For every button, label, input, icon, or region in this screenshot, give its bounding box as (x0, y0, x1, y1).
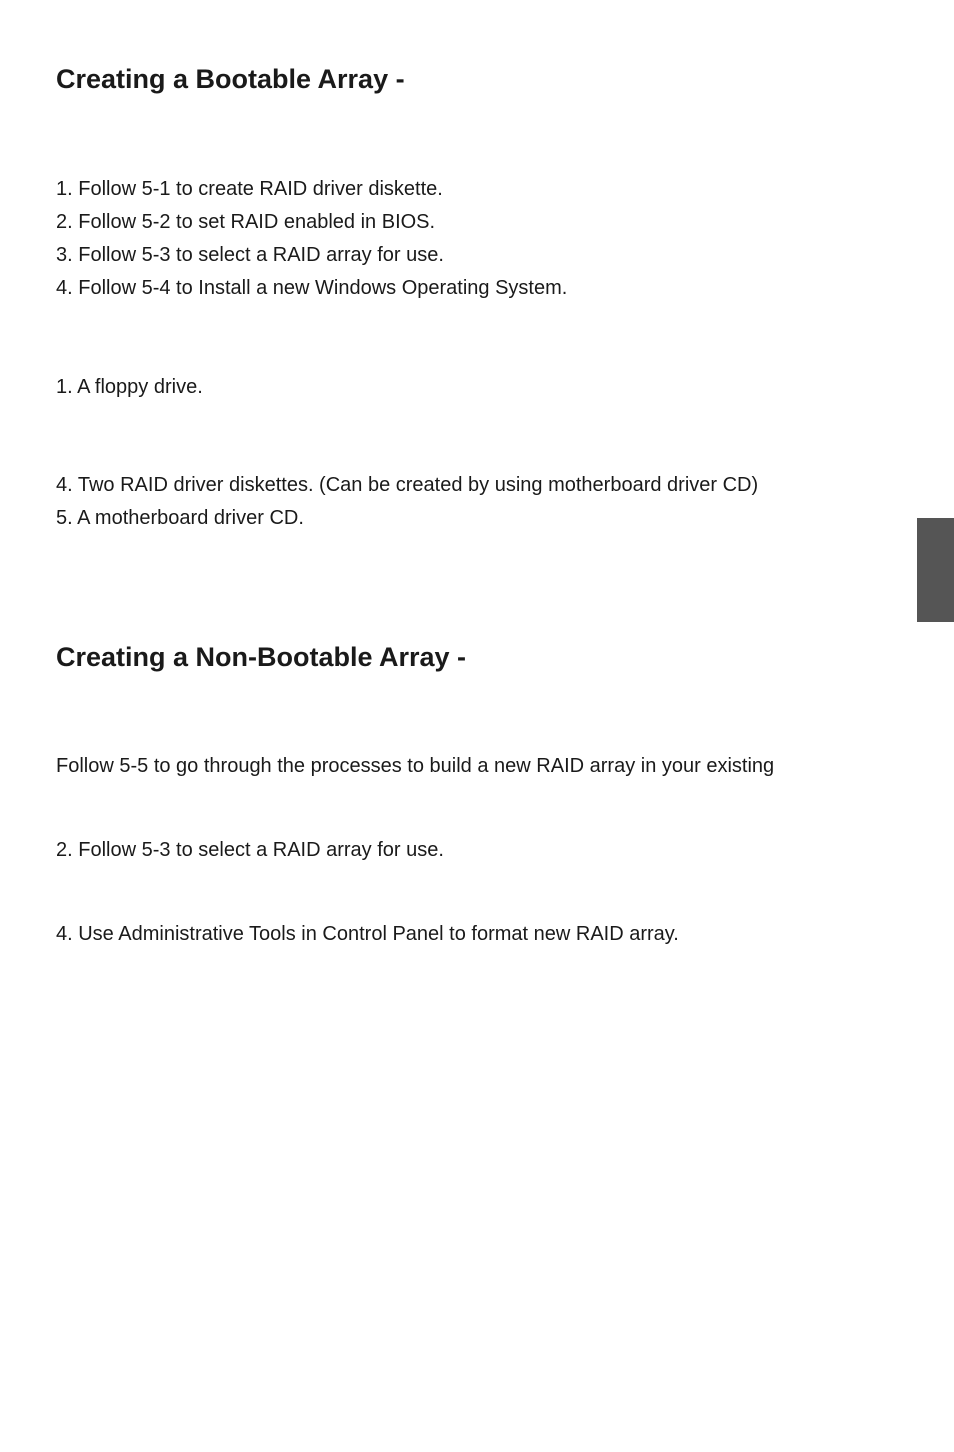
non-bootable-step-4: 4. Use Administrative Tools in Control Panel to format new RAID array. (56, 923, 679, 945)
requirement-driver-cd: 5. A motherboard driver CD. (56, 507, 304, 529)
bootable-step-3: 3. Follow 5-3 to select a RAID array for use. (56, 244, 444, 266)
bootable-step-1: 1. Follow 5-1 to create RAID driver diskette. (56, 178, 443, 200)
bootable-step-2: 2. Follow 5-2 to set RAID enabled in BIOS. (56, 211, 436, 233)
bootable-step-4: 4. Follow 5-4 to Install a new Windows Operating System. (56, 277, 568, 299)
non-bootable-intro: Follow 5-5 to go through the processes to build a new RAID array in your existing (56, 755, 775, 777)
non-bootable-array-heading: Creating a Non-Bootable Array - (56, 642, 467, 672)
bootable-array-heading: Creating a Bootable Array - (56, 64, 405, 94)
requirement-floppy-drive: 1. A floppy drive. (56, 376, 203, 398)
non-bootable-step-2: 2. Follow 5-3 to select a RAID array for use. (56, 839, 444, 861)
requirement-driver-diskettes: 4. Two RAID driver diskettes. (Can be created by using motherboard driver CD) (56, 474, 759, 496)
chapter-side-tab (917, 518, 954, 622)
